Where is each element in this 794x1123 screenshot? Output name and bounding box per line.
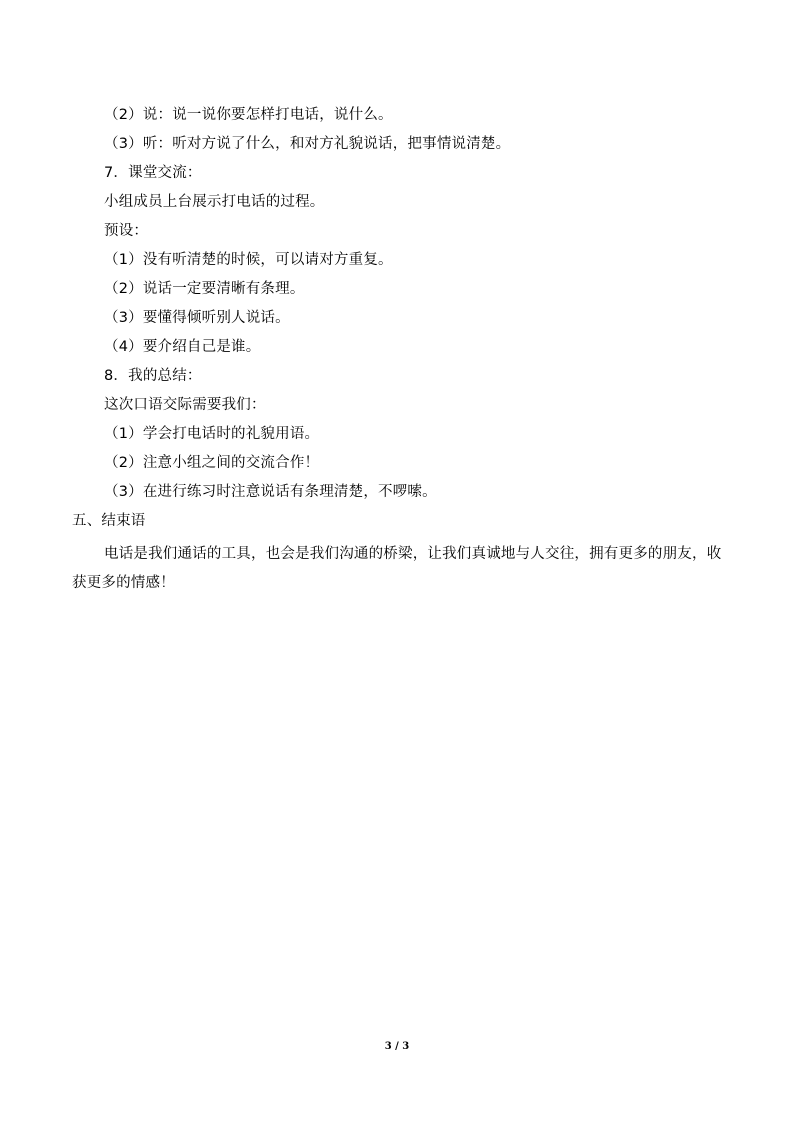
text-line: （2）说：说一说你要怎样打电话，说什么。 xyxy=(104,107,393,123)
closing-paragraph: 电话是我们通话的工具，也会是我们沟通的桥梁，让我们真诚地与人交往，拥有更多的朋友，收获更多的情感！ xyxy=(72,546,722,591)
text-line: （3）在进行练习时注意说话有条理清楚，不啰嗦。 xyxy=(104,484,437,500)
text-line: （3）听：听对方说了什么，和对方礼貌说话，把事情说清楚。 xyxy=(104,136,511,152)
text-line: （1）没有听清楚的时候，可以请对方重复。 xyxy=(104,252,393,268)
step-heading: 8．我的总结： xyxy=(104,368,202,384)
text-line: （2）注意小组之间的交流合作！ xyxy=(104,455,320,471)
text-line: （2）说话一定要清晰有条理。 xyxy=(104,281,305,297)
page-number: 3 / 3 xyxy=(384,1041,410,1052)
text-line: （3）要懂得倾听别人说话。 xyxy=(104,310,290,326)
text-line: 这次口语交际需要我们： xyxy=(104,397,266,413)
section-heading: 五、结束语 xyxy=(72,513,146,529)
text-line: （4）要介绍自己是谁。 xyxy=(104,339,261,355)
text-line: 小组成员上台展示打电话的过程。 xyxy=(104,194,325,210)
step-heading: 7．课堂交流： xyxy=(104,165,202,181)
text-line: 预设： xyxy=(104,223,149,239)
text-line: （1）学会打电话时的礼貌用语。 xyxy=(104,426,320,442)
